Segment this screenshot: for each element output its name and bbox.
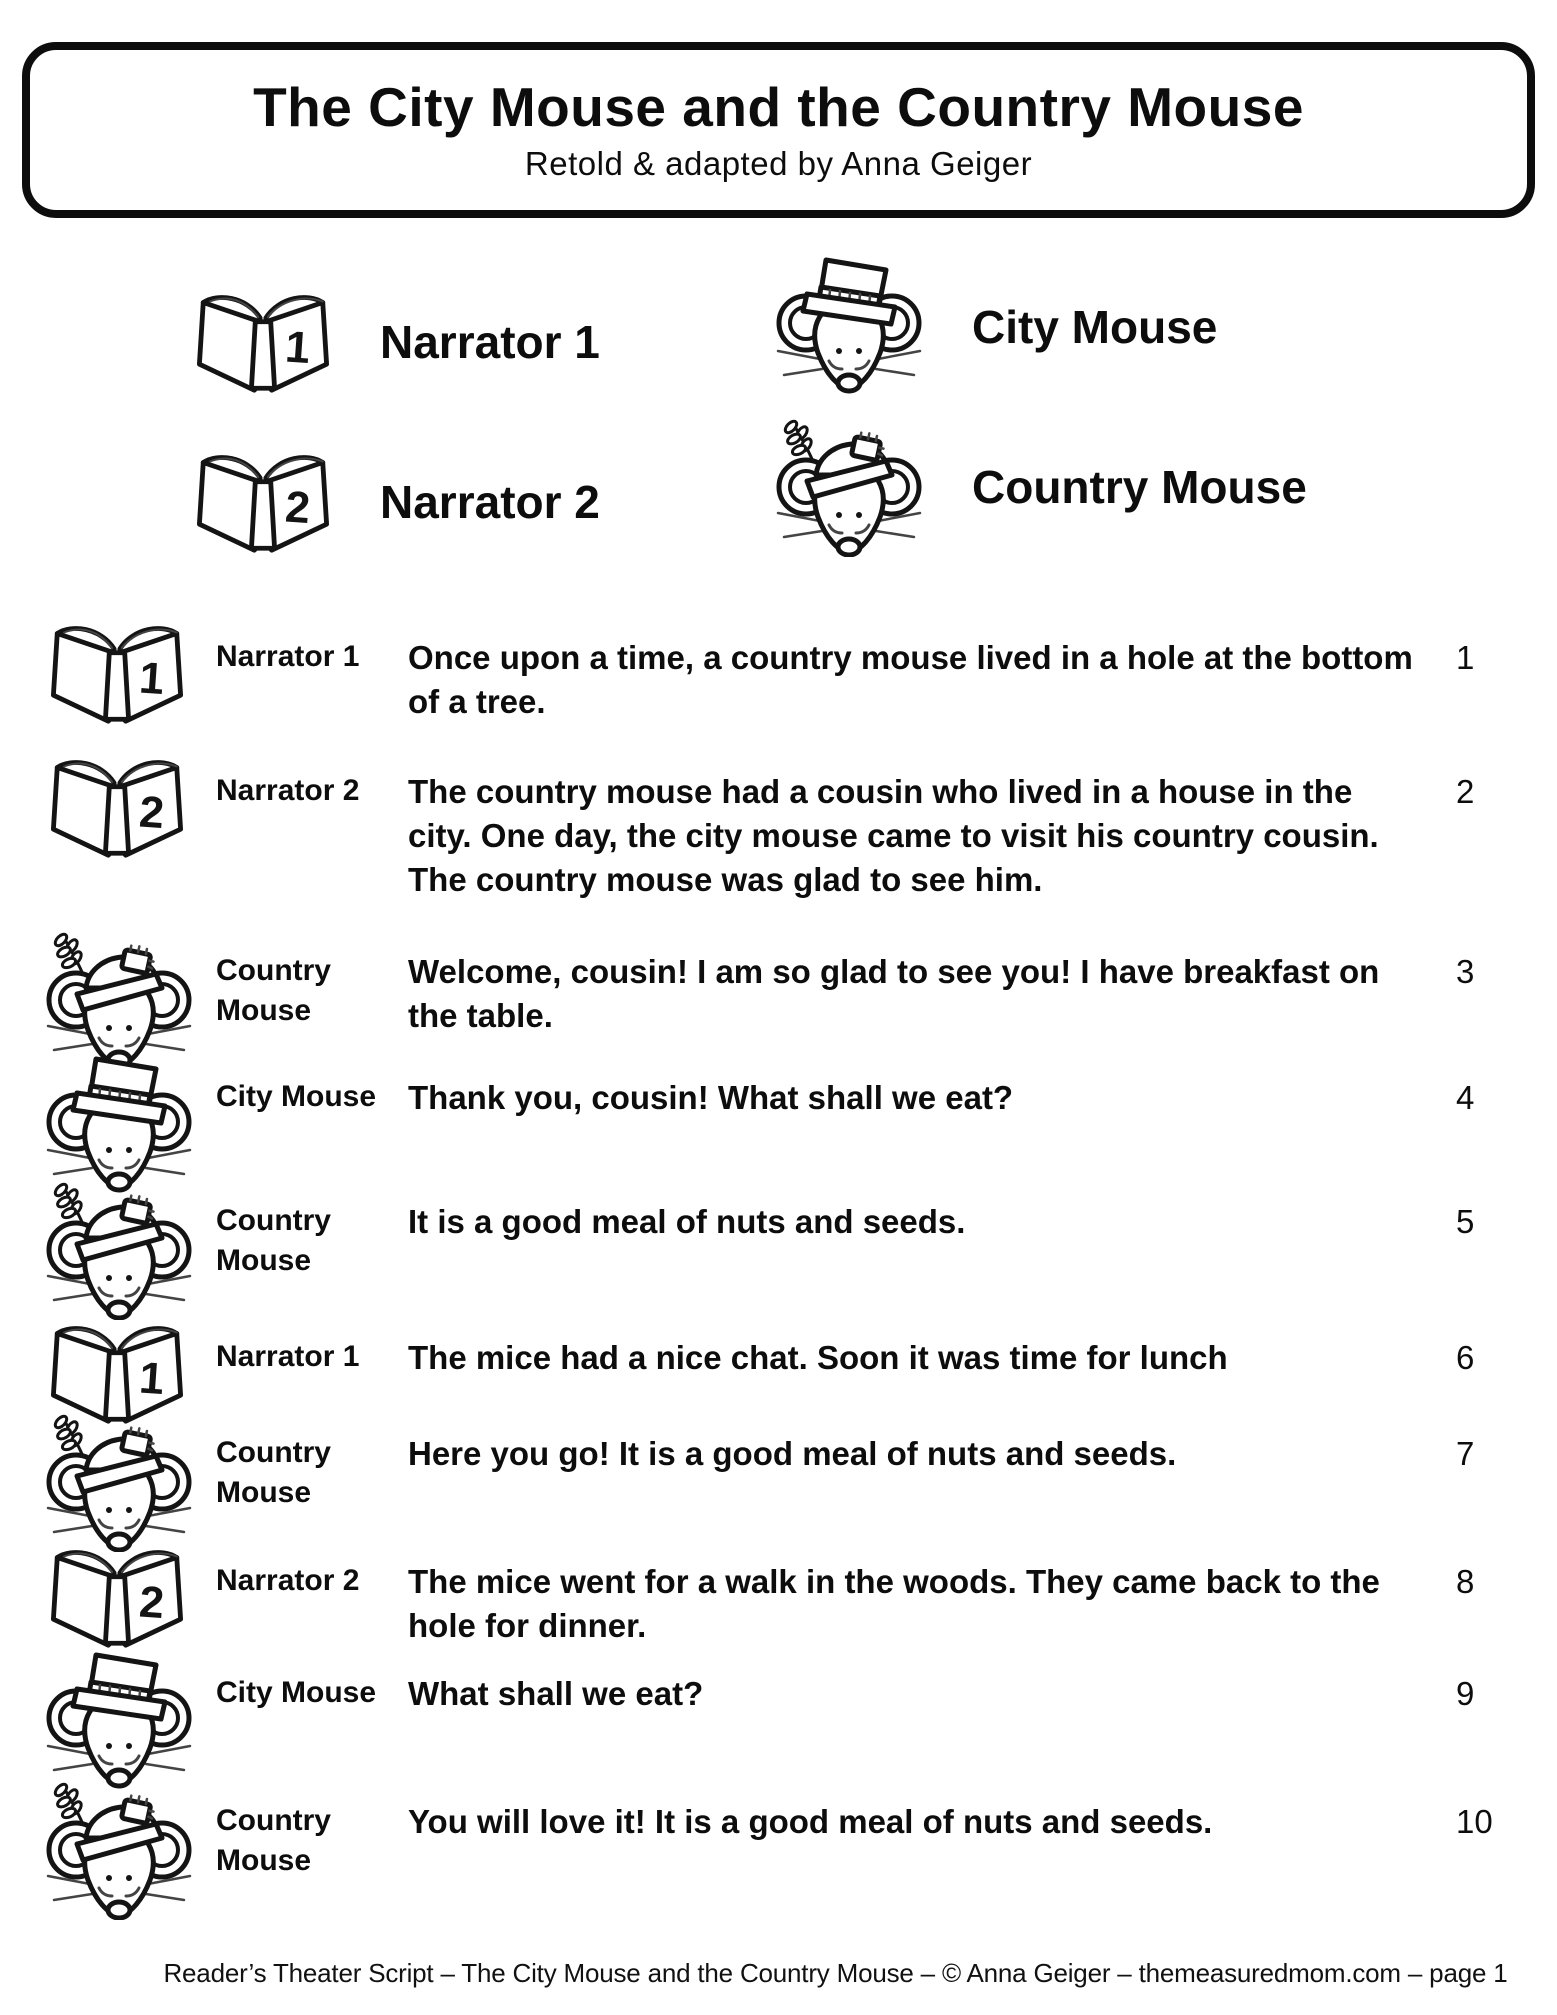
script-row xyxy=(40,950,1520,1070)
speaker-label: Country Mouse xyxy=(216,1436,331,1509)
country-mouse-icon xyxy=(44,1180,194,1320)
narrator-2-book-icon xyxy=(44,1544,190,1650)
speaker-icon-cell xyxy=(40,1180,216,1320)
script-row xyxy=(40,770,1520,902)
line-number: 1 xyxy=(1456,639,1475,676)
speaker-label: Narrator 2 xyxy=(216,774,360,807)
speaker-icon-cell xyxy=(40,754,216,860)
book-number: 1 xyxy=(137,653,166,705)
line-number: 2 xyxy=(1456,773,1475,810)
script-row xyxy=(40,1432,1520,1552)
country-mouse-icon xyxy=(774,417,924,557)
script-row xyxy=(40,1672,1520,1792)
legend-item xyxy=(188,448,600,556)
book-number: 2 xyxy=(137,787,166,839)
speaker-icon-cell xyxy=(40,930,216,1070)
speaker-label: Narrator 1 xyxy=(216,640,360,673)
narrator-1-book-icon xyxy=(190,289,336,395)
script-row xyxy=(40,1800,1520,1920)
country-mouse-icon xyxy=(44,930,194,1070)
city-mouse-icon xyxy=(44,1056,194,1196)
dialogue-text: The country mouse had a cousin who lived in a house in the city. One day, the city mouse came to visit his country cousin. The country mouse was glad to see him. xyxy=(408,773,1379,898)
legend-label: City Mouse xyxy=(972,301,1218,353)
speaker-label: City Mouse xyxy=(216,1676,377,1709)
script-row xyxy=(40,1560,1520,1650)
title-box xyxy=(22,42,1535,218)
speaker-label: Country Mouse xyxy=(216,1204,331,1277)
dialogue-text: The mice went for a walk in the woods. They came back to the hole for dinner. xyxy=(408,1563,1380,1644)
speaker-icon-cell xyxy=(40,1652,216,1792)
legend-label: Narrator 1 xyxy=(380,316,600,368)
speaker-icon-cell xyxy=(40,1780,216,1920)
dialogue-text: Once upon a time, a country mouse lived in a hole at the bottom of a tree. xyxy=(408,639,1413,720)
country-mouse-icon xyxy=(44,1780,194,1920)
narrator-1-book-icon xyxy=(44,1320,190,1426)
speaker-label: Narrator 1 xyxy=(216,1340,360,1373)
speaker-icon-cell xyxy=(40,1544,216,1650)
page-footer: Reader’s Theater Script – The City Mouse and the Country Mouse – © Anna Geiger – themeasuredmom.com – page 1 xyxy=(163,1958,1508,1988)
dialogue-text: Welcome, cousin! I am so glad to see you! I have breakfast on the table. xyxy=(408,953,1380,1034)
line-number: 3 xyxy=(1456,953,1475,990)
legend-label: Narrator 2 xyxy=(380,476,600,528)
speaker-icon-cell xyxy=(40,1320,216,1426)
dialogue-text: It is a good meal of nuts and seeds. xyxy=(408,1203,966,1240)
dialogue-text: What shall we eat? xyxy=(408,1675,704,1712)
line-number: 8 xyxy=(1456,1563,1475,1600)
speaker-icon-cell xyxy=(40,1412,216,1552)
dialogue-text: Thank you, cousin! What shall we eat? xyxy=(408,1079,1014,1116)
speaker-icon-cell xyxy=(40,1056,216,1196)
speaker-label: Country Mouse xyxy=(216,1804,331,1877)
script-row xyxy=(40,1336,1520,1426)
country-mouse-icon xyxy=(44,1412,194,1552)
script-row xyxy=(40,636,1520,726)
line-number: 6 xyxy=(1456,1339,1475,1376)
speaker-label: Narrator 2 xyxy=(216,1564,360,1597)
legend-icon-slot xyxy=(768,412,930,562)
line-number: 9 xyxy=(1456,1675,1475,1712)
line-number: 4 xyxy=(1456,1079,1475,1116)
book-number: 1 xyxy=(137,1353,166,1405)
line-number: 10 xyxy=(1456,1803,1493,1840)
legend-item xyxy=(768,252,1217,402)
city-mouse-icon xyxy=(774,257,924,397)
line-number: 5 xyxy=(1456,1203,1475,1240)
dialogue-text: The mice had a nice chat. Soon it was time for lunch xyxy=(408,1339,1228,1376)
script-row xyxy=(40,1076,1520,1196)
dialogue-text: Here you go! It is a good meal of nuts and seeds. xyxy=(408,1435,1177,1472)
speaker-label: Country Mouse xyxy=(216,954,331,1027)
legend-icon-slot xyxy=(768,252,930,402)
page-subtitle: Retold & adapted by Anna Geiger xyxy=(524,145,1033,183)
speaker-label: City Mouse xyxy=(216,1080,377,1113)
legend-item xyxy=(188,288,600,396)
book-number: 1 xyxy=(283,322,312,374)
book-number: 2 xyxy=(137,1577,166,1629)
speaker-icon-cell xyxy=(40,620,216,726)
legend-label: Country Mouse xyxy=(972,461,1307,513)
legend-item xyxy=(768,412,1307,562)
book-number: 2 xyxy=(283,482,312,534)
narrator-2-book-icon xyxy=(44,754,190,860)
narrator-2-book-icon xyxy=(190,449,336,555)
legend-icon-slot xyxy=(188,288,338,396)
city-mouse-icon xyxy=(44,1652,194,1792)
script-row xyxy=(40,1200,1520,1320)
legend-icon-slot xyxy=(188,448,338,556)
narrator-1-book-icon xyxy=(44,620,190,726)
page-title: The City Mouse and the Country Mouse xyxy=(253,75,1304,138)
line-number: 7 xyxy=(1456,1435,1475,1472)
dialogue-text: You will love it! It is a good meal of nuts and seeds. xyxy=(408,1803,1213,1840)
